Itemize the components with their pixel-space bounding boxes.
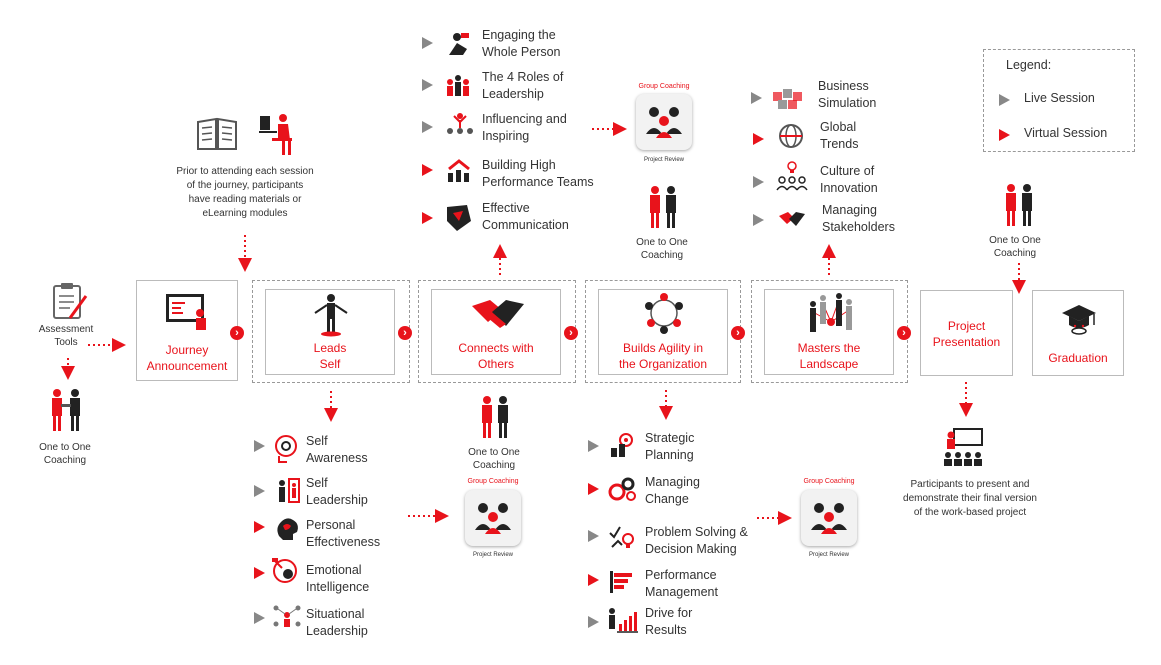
- growth-icon: [607, 606, 639, 634]
- topic-engaging-line2: Whole Person: [482, 45, 561, 59]
- topic-engaging: [482, 27, 561, 61]
- team-circle-icon: [644, 292, 684, 334]
- chevron-right-icon: ›: [897, 326, 911, 340]
- topic-personal-effectiveness: [306, 517, 380, 551]
- target-icon: [609, 432, 635, 458]
- chevron-right-icon: ›: [230, 326, 244, 340]
- topic-roles-line1: The 4 Roles of: [482, 70, 564, 84]
- idea-icon: [608, 523, 636, 549]
- handshake-icon: [470, 296, 526, 334]
- topic-self-awareness: [306, 433, 368, 467]
- chevron-right-icon: ›: [731, 326, 745, 340]
- group-coaching-title: Group Coaching: [467, 478, 519, 485]
- topic-influencing-line1: Influencing and: [482, 112, 567, 126]
- innovation-icon: [775, 160, 809, 192]
- live-session-marker: [422, 121, 433, 133]
- team-icon: [445, 157, 471, 183]
- coaching-handshake-icon: [1002, 182, 1036, 228]
- live-session-marker: [588, 530, 599, 542]
- prior-note: [166, 165, 324, 221]
- presentation-note-line2: demonstrate their final version: [903, 493, 1037, 504]
- assessment-line2: Tools: [54, 337, 78, 348]
- topic-performance-line1: Performance: [645, 568, 717, 582]
- clipboard-icon: [48, 282, 90, 322]
- emotion-icon: [271, 557, 301, 589]
- presentation-note-line3: of the work-based project: [913, 507, 1027, 518]
- topic-self-leadership: [306, 475, 368, 509]
- communication-icon: [445, 203, 473, 233]
- stage-presentation-line2: Presentation: [932, 335, 1001, 349]
- group-coaching-title: Group Coaching: [803, 478, 855, 485]
- legend: [983, 49, 1135, 152]
- stage-connects-line2: Others: [477, 357, 514, 371]
- topic-situational-line2: Leadership: [306, 624, 368, 638]
- topic-drive-line1: Drive for: [645, 606, 693, 620]
- topic-problem-line1: Problem Solving &: [645, 525, 748, 539]
- stage-self-line1: Leads: [313, 341, 347, 355]
- stage-landscape-line1: Masters the: [797, 341, 861, 355]
- stage-graduation[interactable]: [1032, 290, 1124, 376]
- topic-innovation-line2: Innovation: [820, 181, 878, 195]
- topic-problem-solving: [645, 524, 748, 558]
- topic-influencing: [482, 111, 567, 145]
- topic-emotional-line2: Intelligence: [306, 580, 370, 594]
- coaching-right-label: [977, 234, 1053, 260]
- coaching-right-line2: Coaching: [993, 248, 1037, 259]
- coaching-top-line2: Coaching: [640, 250, 684, 261]
- stage-masters-landscape[interactable]: [764, 289, 894, 375]
- topic-engaging-line1: Engaging the: [482, 28, 556, 42]
- group-coaching-icon: [465, 490, 521, 546]
- coaching-left-line2: Coaching: [43, 455, 87, 466]
- topic-simulation-line1: Business: [818, 79, 869, 93]
- topic-stakeholders-line1: Managing: [822, 203, 877, 217]
- group-coaching-sub: Project Review: [472, 552, 513, 558]
- topic-global-line2: Trends: [820, 137, 859, 151]
- stage-presentation-line1: Project: [947, 319, 986, 333]
- group-coaching-title: Group Coaching: [638, 83, 690, 90]
- legend-title: Legend:: [1006, 58, 1052, 72]
- coaching-right-line1: One to One: [989, 235, 1041, 246]
- topic-problem-line2: Decision Making: [645, 542, 737, 556]
- stage-agility-line2: the Organization: [618, 357, 708, 371]
- coaching-handshake-icon: [646, 184, 680, 230]
- topic-change-line1: Managing: [645, 475, 700, 489]
- stage-graduation-label: [1033, 350, 1123, 366]
- presentation-screen-icon: [165, 293, 211, 331]
- stage-journey-announcement[interactable]: [136, 280, 238, 381]
- coaching-bottom-line2: Coaching: [472, 460, 516, 471]
- topic-strategic-line2: Planning: [645, 448, 694, 462]
- cubes-icon: [772, 86, 806, 112]
- live-session-marker: [588, 440, 599, 452]
- stage-graduation-line1: Graduation: [1048, 351, 1108, 365]
- topic-teams-line2: Performance Teams: [482, 175, 594, 189]
- stage-leads-self[interactable]: [265, 289, 395, 375]
- coaching-left-label: [26, 441, 104, 467]
- presentation-note: [897, 478, 1043, 520]
- topic-roles-line2: Leadership: [482, 87, 544, 101]
- group-coaching-sub: Project Review: [808, 552, 849, 558]
- brain-icon: [273, 516, 301, 542]
- topic-communication-line2: Communication: [482, 218, 569, 232]
- topic-stakeholders-line2: Stakeholders: [822, 220, 895, 234]
- topic-drive-line2: Results: [645, 623, 687, 637]
- topic-business-simulation: [818, 78, 876, 112]
- topic-culture-innovation: [820, 163, 878, 197]
- stage-self-line2: Self: [319, 357, 341, 371]
- chevron-right-icon: ›: [398, 326, 412, 340]
- coaching-top-line1: One to One: [636, 237, 688, 248]
- globe-icon: [778, 123, 804, 149]
- topic-innovation-line1: Culture of: [820, 164, 875, 178]
- live-session-marker: [422, 37, 433, 49]
- topic-strategic-line1: Strategic: [645, 431, 695, 445]
- coaching-top-label: [624, 236, 700, 262]
- live-session-marker: [254, 612, 265, 624]
- group-coaching-icon: [801, 490, 857, 546]
- group-review-icon: [801, 490, 857, 546]
- topic-awareness-line1: Self: [306, 434, 328, 448]
- leader-icon: [313, 293, 349, 337]
- live-session-marker: [753, 214, 764, 226]
- live-session-marker: [254, 485, 265, 497]
- assessment-label: [30, 323, 102, 349]
- topic-awareness-line2: Awareness: [306, 451, 368, 465]
- topic-managing-change: [645, 474, 700, 508]
- gears-icon: [607, 476, 637, 502]
- handshake-icon: [777, 206, 807, 232]
- topic-communication-line1: Effective: [482, 201, 530, 215]
- topic-performance-line2: Management: [645, 585, 718, 599]
- group-coaching-icon: [636, 94, 692, 150]
- topic-performance-management: [645, 567, 718, 601]
- self-leadership-icon: [275, 477, 301, 503]
- coaching-left-line1: One to One: [39, 442, 91, 453]
- topic-self-leadership-line2: Leadership: [306, 493, 368, 507]
- coaching-handshake-icon: [48, 387, 84, 433]
- awareness-icon: [273, 434, 301, 464]
- network-people-icon: [805, 292, 857, 336]
- live-session-marker: [751, 92, 762, 104]
- stage-landscape-label: [765, 340, 893, 372]
- live-session-marker: [999, 94, 1010, 106]
- stage-project-presentation[interactable]: [920, 290, 1013, 376]
- virtual-session-marker: [254, 567, 265, 579]
- stage-presentation-label: [921, 318, 1012, 350]
- prior-note-line1: Prior to attending each session: [176, 166, 314, 177]
- stage-connects-label: [432, 340, 560, 372]
- topic-influencing-line2: Inspiring: [482, 129, 530, 143]
- engage-icon: [445, 31, 471, 57]
- topic-global-line1: Global: [820, 120, 857, 134]
- roles-icon: [445, 72, 471, 98]
- bars-icon: [609, 569, 635, 595]
- topic-simulation-line2: Simulation: [818, 96, 877, 110]
- stage-journey-line2: Announcement: [146, 359, 228, 373]
- presentation-note-line1: Participants to present and: [910, 479, 1030, 490]
- stage-agility-line1: Builds Agility in: [622, 341, 704, 355]
- legend-virtual: Virtual Session: [1024, 126, 1108, 140]
- virtual-session-marker: [999, 129, 1010, 141]
- topic-teams-line1: Building High: [482, 158, 556, 172]
- situational-icon: [272, 603, 302, 629]
- live-session-marker: [753, 176, 764, 188]
- live-session-marker: [588, 616, 599, 628]
- topic-drive-results: [645, 605, 692, 639]
- group-review-icon: [636, 94, 692, 150]
- topic-strategic-planning: [645, 430, 694, 464]
- group-review-icon: [465, 490, 521, 546]
- topic-emotional-line1: Emotional: [306, 563, 362, 577]
- virtual-session-marker: [422, 164, 433, 176]
- topic-emotional-intelligence: [306, 562, 369, 596]
- coaching-bottom-label: [456, 446, 532, 472]
- legend-live: Live Session: [1024, 91, 1095, 105]
- topic-situational-leadership: [306, 606, 368, 640]
- topic-managing-stakeholders: [822, 202, 895, 236]
- virtual-session-marker: [753, 133, 764, 145]
- topic-effectiveness-line2: Effectiveness: [306, 535, 381, 549]
- chevron-right-icon: ›: [564, 326, 578, 340]
- stage-connects-line1: Connects with: [458, 341, 534, 355]
- stage-connects-others[interactable]: [431, 289, 561, 375]
- live-session-marker: [422, 79, 433, 91]
- stage-agility-label: [599, 340, 727, 372]
- stage-journey-label: [137, 342, 237, 374]
- topic-situational-line1: Situational: [306, 607, 365, 621]
- graduation-cap-icon: [1060, 301, 1098, 339]
- book-icon: [196, 116, 238, 152]
- virtual-session-marker: [588, 483, 599, 495]
- topic-change-line2: Change: [645, 492, 689, 506]
- coaching-handshake-icon: [478, 394, 512, 440]
- topic-global-trends: [820, 119, 858, 153]
- topic-self-leadership-line1: Self: [306, 476, 328, 490]
- topic-building-teams: [482, 157, 594, 191]
- topic-effectiveness-line1: Personal: [306, 518, 356, 532]
- prior-note-line3: have reading materials or: [188, 194, 302, 205]
- group-coaching-sub: Project Review: [643, 157, 684, 163]
- elearning-icon: [258, 112, 294, 156]
- virtual-session-marker: [254, 521, 265, 533]
- topic-communication: [482, 200, 569, 234]
- stage-builds-agility[interactable]: [598, 289, 728, 375]
- influence-icon: [445, 112, 475, 138]
- stage-landscape-line2: Landscape: [799, 357, 859, 371]
- coaching-bottom-line1: One to One: [468, 447, 520, 458]
- stage-self-label: [266, 340, 394, 372]
- stage-journey-line1: Journey: [165, 343, 209, 357]
- prior-note-line4: eLearning modules: [202, 208, 288, 219]
- virtual-session-marker: [422, 212, 433, 224]
- assessment-line1: Assessment: [38, 324, 94, 335]
- prior-note-line2: of the journey, participants: [186, 180, 304, 191]
- live-session-marker: [254, 440, 265, 452]
- virtual-session-marker: [588, 574, 599, 586]
- presenter-audience-icon: [942, 427, 984, 467]
- topic-roles: [482, 69, 563, 103]
